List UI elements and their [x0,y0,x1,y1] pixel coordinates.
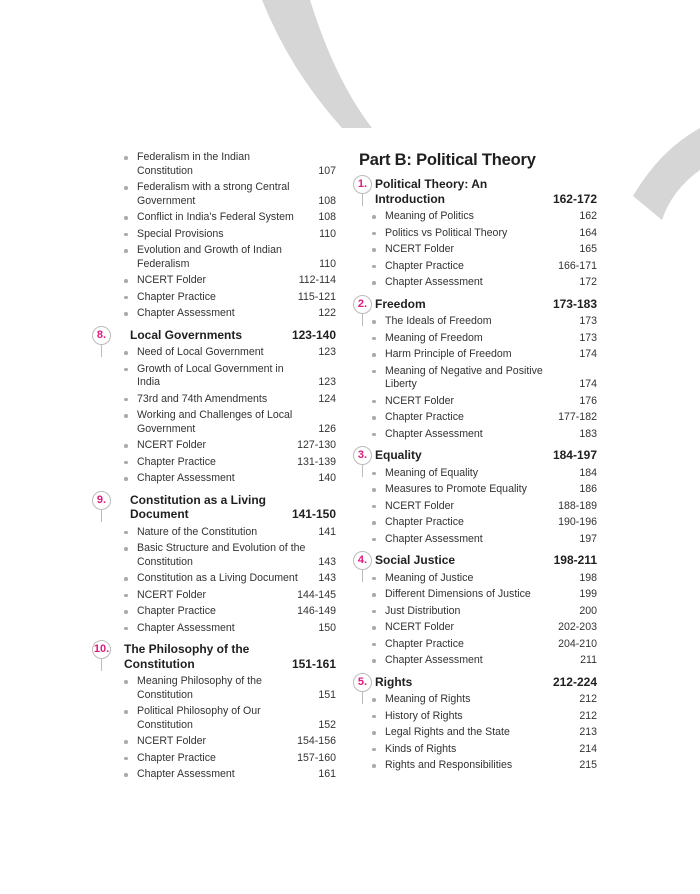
entry-page: 141 [318,525,336,538]
entry-title: Chapter Practice [385,516,464,528]
chapter-title: Political Theory: An Introduction [375,177,488,206]
entry-title: Chapter Assessment [385,427,483,440]
entry-page: 174 [579,378,597,390]
entry-title: Need of Local Government [137,346,264,358]
chapter-heading[interactable] [93,642,336,671]
toc-entry[interactable] [110,307,336,321]
entry-page: 173 [579,331,597,344]
toc-entry[interactable] [355,260,597,274]
entry-page: 140 [318,472,336,484]
entry-title: Legal Rights and the State [385,726,510,738]
toc-entry[interactable] [355,243,597,257]
toc-entry[interactable] [110,526,336,540]
toc-entry[interactable] [110,605,336,619]
entry-title: Basic Structure and Evolution of the Constitution [137,542,306,568]
entry-title: Federalism in the Indian Constitution [137,151,251,177]
entry-page: 198 [579,571,597,584]
entry-page: 154-156 [297,735,336,747]
toc-entry[interactable] [110,181,336,208]
toc-entry[interactable] [110,472,336,486]
chapter-pages: 198-211 [553,553,597,567]
entry-title: Chapter Assessment [137,307,235,319]
entry-title: Rights and Responsibilities [385,759,513,771]
entry-title: NCERT Folder [137,274,207,286]
entry-page: 152 [318,718,336,731]
entry-page: 143 [318,555,336,568]
toc-entry[interactable] [355,483,597,497]
entry-title: Chapter Practice [137,605,216,617]
entry-page: 115-121 [297,290,336,303]
entry-page: 200 [579,604,597,617]
toc-entry[interactable] [355,516,597,530]
entry-page: 211 [580,654,597,666]
entry-page: 157-160 [297,751,336,764]
entry-page: 108 [318,194,336,207]
toc-entry[interactable] [355,572,597,586]
entry-title: NCERT Folder [385,499,455,512]
toc-entry[interactable] [110,274,336,288]
toc-entry[interactable] [355,710,597,724]
entry-page: 122 [318,307,336,319]
toc-entry[interactable] [110,752,336,766]
entry-page: 144-145 [297,588,336,601]
chapter-pages: 212-224 [552,674,597,689]
entry-page: 124 [318,392,336,405]
entry-page: 110 [319,257,336,270]
left-column [93,151,336,785]
entry-page: 188-189 [558,499,597,512]
toc-entry[interactable] [355,365,597,392]
entry-title: History of Rights [385,709,463,722]
entry-title: Chapter Practice [385,637,464,650]
toc-entry[interactable] [355,726,597,740]
toc-entry[interactable] [355,332,597,346]
entry-title: NCERT Folder [385,394,455,407]
chapter-heading[interactable] [355,297,597,312]
toc-entry[interactable] [355,588,597,602]
toc-entry[interactable] [110,572,336,586]
chapter-title: Equality [375,448,422,462]
entry-title: Chapter Practice [137,455,216,468]
entry-page: 164 [579,226,597,239]
entry-page: 162 [579,210,597,222]
toc-entry[interactable] [110,705,336,732]
chapter-pages: 141-150 [291,507,336,521]
entry-page: 176 [579,394,597,407]
toc-entry[interactable] [110,456,336,470]
entry-title: Growth of Local Government in India [137,362,284,388]
chapter-title: Local Governments [130,327,243,342]
chapter-number-badge: 8. [92,326,111,345]
entry-title: Chapter Assessment [137,621,235,634]
entry-title: NCERT Folder [385,621,455,633]
chapter-number-badge: 1. [353,175,372,194]
entry-page: 151 [318,688,336,701]
entry-page: 161 [318,768,336,780]
entry-title: Conflict in India's Federal System [137,211,294,223]
entry-page: 215 [579,759,597,771]
entry-title: Meaning of Politics [385,210,474,222]
part-title: Part B: Political Theory [359,151,536,169]
entry-title: Kinds of Rights [385,742,457,755]
toc-entry[interactable] [110,589,336,603]
chapter-heading[interactable] [96,492,336,522]
chapter-heading[interactable] [355,177,597,206]
entry-page: 213 [579,726,597,738]
chapter-pages: 123-140 [291,327,336,342]
chapter-heading[interactable] [96,327,336,343]
toc-entry[interactable] [110,228,336,242]
entry-title: Special Provisions [137,227,224,240]
entry-page: 214 [579,742,597,755]
entry-page: 204-210 [558,637,597,650]
entry-page: 165 [579,243,597,255]
toc-entry[interactable] [355,759,597,773]
entry-title: Chapter Assessment [137,768,235,780]
toc-entry[interactable] [355,693,597,707]
entry-page: 172 [579,276,597,288]
entry-title: Chapter Assessment [385,276,483,288]
chapter-number-badge: 5. [353,673,372,692]
right-arc-shape [633,128,700,220]
entry-page: 123 [318,376,336,388]
entry-page: 174 [579,348,597,360]
entry-page: 123 [318,346,336,358]
toc-entry[interactable] [110,439,336,453]
entry-title: Just Distribution [385,604,461,617]
toc-entry[interactable] [355,533,597,547]
entry-page: 184 [579,466,597,479]
entry-page: 186 [579,483,597,495]
right-column [355,151,597,776]
entry-page: 112-114 [298,274,336,286]
entry-page: 110 [319,227,336,240]
toc-entry[interactable] [110,735,336,749]
entry-title: Chapter Practice [137,290,216,303]
toc-entry[interactable] [110,244,336,271]
entry-page: 173 [579,315,597,327]
entry-title: Chapter Practice [137,751,216,764]
entry-title: The Ideals of Freedom [385,315,492,327]
entry-page: 177-182 [558,411,597,423]
toc-entry[interactable] [355,743,597,757]
entry-title: Meaning Philosophy of the Constitution [137,675,262,701]
toc-entry[interactable] [355,605,597,619]
entry-page: 183 [579,427,597,440]
entry-page: 202-203 [558,621,597,633]
entry-title: Federalism with a strong Central Government [137,181,290,207]
chapter-pages: 151-161 [291,656,336,671]
top-arc-shape [262,0,372,128]
chapter-number-badge: 3. [353,446,372,465]
entry-title: Meaning of Equality [385,466,479,479]
entry-page: 108 [318,211,336,223]
entry-page: 212 [579,693,597,705]
entry-title: Chapter Practice [385,259,464,272]
chapter-title: Rights [375,674,413,689]
entry-page: 212 [579,709,597,722]
toc-entry[interactable] [110,768,336,782]
entry-title: Political Philosophy of Our Constitution [137,705,261,731]
chapter-number-badge: 4. [353,551,372,570]
entry-page: 146-149 [297,605,336,617]
entry-title: NCERT Folder [137,439,207,451]
toc-entry[interactable] [355,428,597,442]
entry-title: Chapter Assessment [385,532,483,545]
entry-title: Politics vs Political Theory [385,226,508,239]
entry-page: 131-139 [297,455,336,468]
entry-title: Evolution and Growth of Indian Federalism [137,244,282,270]
entry-title: Different Dimensions of Justice [385,588,531,600]
entry-title: Meaning of Negative and Positive Liberty [385,364,543,390]
entry-title: Meaning of Rights [385,693,471,705]
chapter-title: Freedom [375,296,426,311]
chapter-pages: 162-172 [552,191,597,206]
chapter-title: Constitution as a Living Document [130,492,267,521]
entry-title: Constitution as a Living Document [137,572,298,584]
toc-entry[interactable] [355,227,597,241]
entry-title: Meaning of Freedom [385,331,483,344]
entry-title: Chapter Assessment [137,472,235,484]
toc-entry[interactable] [355,395,597,409]
entry-page: 199 [579,588,597,600]
toc-entry[interactable] [110,211,336,225]
toc-entry[interactable] [355,276,597,290]
chapter-pages: 173-183 [552,296,597,311]
entry-page: 107 [318,164,336,177]
toc-entry[interactable] [110,393,336,407]
toc-entry[interactable] [355,638,597,652]
entry-title: Meaning of Justice [385,571,474,584]
toc-entry[interactable] [110,346,336,360]
chapter-number-badge: 9. [92,491,111,510]
chapter-number-badge: 2. [353,295,372,314]
toc-entry[interactable] [110,151,336,178]
entry-page: 197 [579,532,597,545]
toc-entry[interactable] [355,500,597,514]
toc-entry[interactable] [110,291,336,305]
chapter-heading[interactable] [355,553,597,568]
entry-title: NCERT Folder [137,735,207,747]
entry-title: NCERT Folder [385,243,455,255]
chapter-title: Social Justice [375,553,456,567]
toc-entry[interactable] [110,363,336,390]
chapter-title: The Philosophy of the Constitution [124,642,250,671]
entry-title: Chapter Assessment [385,654,483,666]
entry-title: 73rd and 74th Amendments [137,392,268,405]
toc-entry[interactable] [355,621,597,635]
entry-page: 190-196 [558,516,597,528]
chapter-heading[interactable] [355,675,597,690]
toc-entry[interactable] [355,210,597,224]
chapter-heading[interactable] [355,448,597,463]
toc-entry[interactable] [110,622,336,636]
entry-page: 166-171 [558,259,597,272]
entry-title: Chapter Practice [385,411,464,423]
entry-page: 126 [318,422,336,435]
toc-entry[interactable] [355,348,597,362]
chapter-pages: 184-197 [552,448,597,462]
entry-title: Working and Challenges of Local Government [137,409,293,435]
entry-page: 143 [318,572,336,584]
entry-title: NCERT Folder [137,588,207,601]
entry-page: 127-130 [297,439,336,451]
chapter-number-badge: 10. [92,640,111,659]
entry-title: Harm Principle of Freedom [385,348,512,360]
toc-entry[interactable] [110,542,336,569]
entry-page: 150 [318,621,336,634]
entry-title: Measures to Promote Equality [385,483,527,495]
toc-entry[interactable] [110,409,336,436]
toc-entry[interactable] [355,315,597,329]
toc-entry[interactable] [355,411,597,425]
toc-entry[interactable] [355,654,597,668]
toc-entry[interactable] [110,675,336,702]
entry-title: Nature of the Constitution [137,525,258,538]
toc-entry[interactable] [355,467,597,481]
